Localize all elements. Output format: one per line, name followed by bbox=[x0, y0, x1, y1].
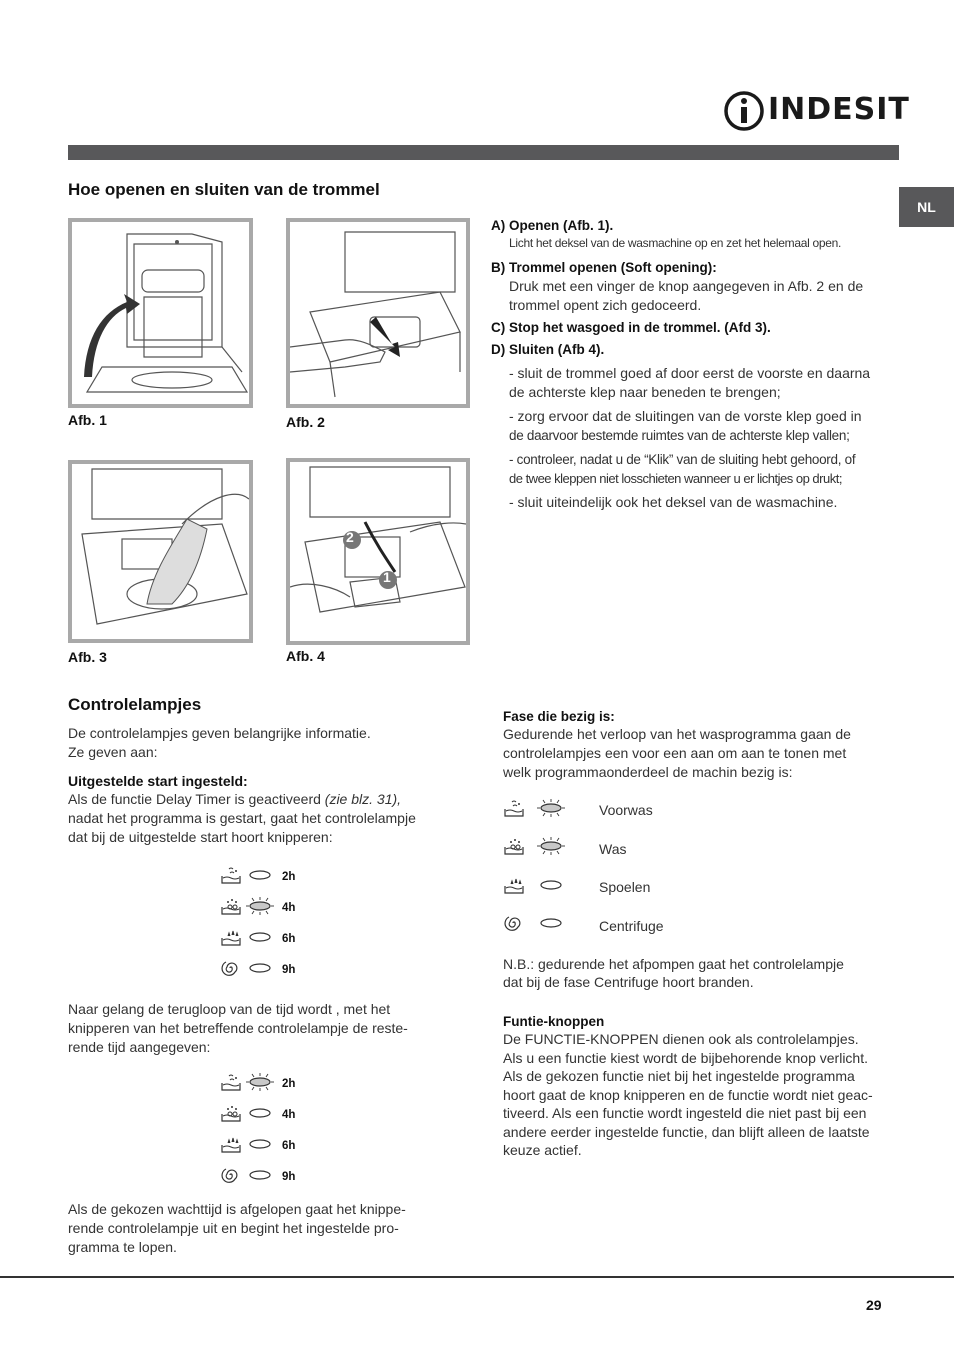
function-text-line: andere eerder ingestelde functie, dan blijft alleen de laatste bbox=[503, 1123, 870, 1140]
page-number: 29 bbox=[866, 1297, 882, 1313]
bullet-4-line-1: - sluit uiteindelijk ook het deksel van de wasmachine. bbox=[509, 494, 838, 510]
lamp-blinking-icon bbox=[246, 897, 274, 920]
lamp-off-icon bbox=[246, 1166, 274, 1189]
hour-label: 9h bbox=[282, 964, 296, 976]
wash-icon bbox=[220, 897, 242, 920]
step-b-heading: B) Trommel openen (Soft opening): bbox=[491, 260, 717, 275]
step-a-heading: A) Openen (Afb. 1). bbox=[491, 218, 614, 233]
lamp-off-icon bbox=[537, 876, 565, 899]
phase-intro-3: welk programmaonderdeel de machin bezig is: bbox=[503, 764, 793, 780]
figure-3-caption: Afb. 3 bbox=[68, 649, 107, 665]
hour-label: 4h bbox=[282, 902, 296, 914]
function-text-line: tiveerd. Als een functie wordt ingesteld die niet past bij een bbox=[503, 1105, 867, 1121]
lamp-off-icon bbox=[246, 1135, 274, 1158]
delay-line-1-text: Als de functie Delay Timer is geactiveerd bbox=[68, 791, 325, 807]
lamp-off-icon bbox=[246, 1104, 274, 1127]
prewash-icon bbox=[503, 799, 525, 822]
function-text-line: hoort gaat de knop knipperen en de functie wordt niet geac- bbox=[503, 1086, 873, 1103]
remaining-indicator-row bbox=[220, 1072, 295, 1096]
prewash-icon bbox=[220, 1073, 242, 1096]
figure-2-caption: Afb. 2 bbox=[286, 414, 325, 430]
para3-line-3: gramma te lopen. bbox=[68, 1239, 177, 1255]
phase-label: Was bbox=[599, 840, 627, 857]
figure-1-image bbox=[68, 218, 253, 408]
step-c-heading: C) Stop het wasgoed in de trommel. (Afd 3). bbox=[491, 320, 771, 335]
bullet-3-line-1: - controleer, nadat u de “Klik” van de sluiting hebt gehoord, of bbox=[509, 452, 856, 467]
delay-line-3: dat bij de uitgestelde start hoort knipperen: bbox=[68, 829, 333, 845]
figure-3-image bbox=[68, 460, 253, 643]
phase-row bbox=[503, 837, 626, 861]
rinse-icon bbox=[503, 876, 525, 899]
bullet-2-line-1: - zorg ervoor dat de sluitingen van de vorste klep goed in bbox=[509, 408, 862, 424]
function-text-line: Als u een functie kiest wordt de bijbehorende knop verlicht. bbox=[503, 1049, 868, 1066]
hour-label: 6h bbox=[282, 933, 296, 945]
para3-line-2: rende controlelampje uit en begint het ingestelde pro- bbox=[68, 1220, 399, 1236]
hour-label: 6h bbox=[282, 1140, 296, 1152]
hour-label: 9h bbox=[282, 1171, 296, 1183]
rinse-icon bbox=[220, 1135, 242, 1158]
hour-label: 2h bbox=[282, 1078, 296, 1090]
bullet-1-line-1: - sluit de trommel goed af door eerst de voorste en daarna bbox=[509, 365, 871, 381]
delay-indicator-row bbox=[220, 896, 295, 920]
bullet-2-line-2: de daarvoor bestemde ruimtes van de achterste klep vallen; bbox=[509, 428, 850, 443]
intro-line-1: De controlelampjes geven belangrijke informatie. bbox=[68, 725, 371, 741]
lamp-off-icon bbox=[246, 959, 274, 982]
para2-line-3: rende tijd aangegeven: bbox=[68, 1039, 211, 1055]
phase-label: Voorwas bbox=[599, 802, 653, 818]
function-text-line: De FUNCTIE-KNOPPEN dienen ook als controlelampjes. bbox=[503, 1031, 859, 1047]
hour-label: 2h bbox=[282, 871, 296, 883]
remaining-indicator-row bbox=[220, 1103, 295, 1127]
delay-indicator-row bbox=[220, 865, 295, 889]
phase-row bbox=[503, 875, 650, 899]
wash-icon bbox=[220, 1104, 242, 1127]
bullet-3-line-2: de twee kleppen niet losschieten wanneer u er lichtjes op drukt; bbox=[509, 471, 842, 486]
remaining-indicator-row bbox=[220, 1165, 295, 1189]
delay-line-2: nadat het programma is gestart, gaat het controlelampje bbox=[68, 810, 416, 826]
wash-icon bbox=[503, 837, 525, 860]
phase-row bbox=[503, 798, 653, 822]
para3-line-1: Als de gekozen wachttijd is afgelopen gaat het knippe- bbox=[68, 1201, 406, 1217]
phase-intro-1: Gedurende het verloop van het wasprogramma gaan de bbox=[503, 726, 851, 742]
phase-intro-2: controlelampjes een voor een aan om aan te tonen met bbox=[503, 745, 847, 761]
bullet-1-line-2: de achterste klep naar beneden te brengen; bbox=[509, 384, 781, 400]
phase-label: Centrifuge bbox=[599, 917, 664, 934]
delay-heading: Uitgestelde start ingesteld: bbox=[68, 773, 248, 789]
brand-name: INDESIT bbox=[768, 92, 910, 127]
phase-label: Spoelen bbox=[599, 879, 651, 895]
lamp-on-icon bbox=[537, 799, 565, 822]
function-text-line: keuze actief. bbox=[503, 1142, 582, 1158]
step-badge-1: 1 bbox=[383, 569, 391, 585]
delay-indicator-row bbox=[220, 958, 295, 982]
spin-icon bbox=[503, 914, 525, 937]
section-title-drum: Hoe openen en sluiten van de trommel bbox=[68, 180, 380, 199]
step-d-heading: D) Sluiten (Afb 4). bbox=[491, 342, 605, 357]
nb-line-2: dat bij de fase Centrifuge hoort branden. bbox=[503, 974, 754, 990]
section-title-indicators: Controlelampjes bbox=[68, 695, 202, 714]
function-heading: Funtie-knoppen bbox=[503, 1014, 605, 1029]
figure-4-caption: Afb. 4 bbox=[286, 648, 325, 664]
spin-icon bbox=[220, 1166, 242, 1189]
intro-line-2: Ze geven aan: bbox=[68, 744, 158, 760]
hour-label: 4h bbox=[282, 1109, 296, 1121]
lamp-off-icon bbox=[537, 914, 565, 937]
language-tab: NL bbox=[899, 187, 954, 227]
figure-2-image bbox=[286, 218, 470, 408]
footer-line bbox=[0, 1276, 954, 1278]
step-a-text: Licht het deksel van de wasmachine op en zet het helemaal open. bbox=[509, 236, 841, 250]
step-b-line-1: Druk met een vinger de knop aangegeven in Afb. 2 en de bbox=[509, 278, 864, 294]
phase-heading: Fase die bezig is: bbox=[503, 709, 615, 724]
lamp-off-icon bbox=[246, 866, 274, 889]
lamp-on-icon bbox=[537, 837, 565, 860]
step-b-line-2: trommel opent zich gedoceerd. bbox=[509, 297, 702, 313]
figure-1-caption: Afb. 1 bbox=[68, 412, 107, 428]
remaining-indicator-row bbox=[220, 1134, 295, 1158]
para2-line-1: Naar gelang de terugloop van de tijd wordt , met het bbox=[68, 1001, 391, 1017]
figure-4-image bbox=[286, 458, 470, 645]
delay-page-ref: (zie blz. 31), bbox=[324, 791, 402, 807]
lamp-blinking-icon bbox=[246, 1073, 274, 1096]
header-bar bbox=[68, 145, 899, 160]
function-text-line: Als de gekozen functie niet bij het ingestelde programma bbox=[503, 1068, 855, 1084]
brand-logo bbox=[724, 88, 910, 134]
step-badge-2: 2 bbox=[346, 529, 354, 545]
prewash-icon bbox=[220, 866, 242, 889]
delay-line-1 bbox=[68, 790, 401, 809]
rinse-icon bbox=[220, 928, 242, 951]
nb-line-1: N.B.: gedurende het afpompen gaat het controlelampje bbox=[503, 956, 844, 972]
delay-indicator-row bbox=[220, 927, 295, 951]
indesit-circle-icon bbox=[724, 88, 764, 134]
para2-line-2: knipperen van het betreffende controlelampje de reste- bbox=[68, 1020, 408, 1036]
spin-icon bbox=[220, 959, 242, 982]
phase-row bbox=[503, 914, 664, 938]
lamp-off-icon bbox=[246, 928, 274, 951]
